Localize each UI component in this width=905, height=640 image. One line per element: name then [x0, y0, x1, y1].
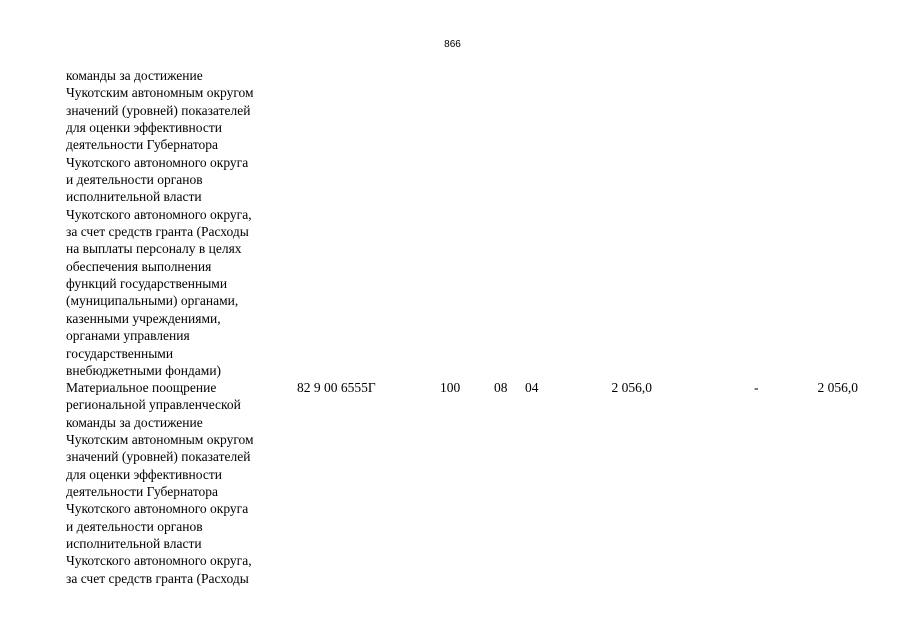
description-line: и деятельности органов	[66, 172, 203, 188]
description-line: функций государственными	[66, 276, 228, 292]
description-line: Чукотским автономным округом	[66, 85, 254, 101]
continued-description	[66, 67, 291, 379]
description-line: деятельности Губернатора	[66, 484, 219, 500]
description-line: команды за достижение	[66, 68, 203, 83]
amount-2-cell: -	[754, 380, 759, 395]
amount-3-cell: 2 056,0	[817, 380, 858, 395]
target-code-cell: 82 9 00 6555Г	[297, 380, 376, 395]
description-line: значений (уровней) показателей	[66, 102, 251, 118]
description-line: за счет средств гранта (Расходы	[66, 570, 249, 586]
description-line: Чукотским автономным округом	[66, 432, 254, 448]
subsection-cell: 04	[525, 380, 539, 395]
description-line: государственными	[66, 345, 174, 361]
page-number: 866	[444, 39, 461, 50]
description-line: внебюджетными фондами)	[66, 362, 222, 378]
description-line: деятельности Губернатора	[66, 137, 219, 153]
description-line: (муниципальными) органами,	[66, 293, 239, 309]
description-line: Чукотского автономного округа	[66, 501, 249, 517]
description-line: на выплаты персоналу в целях	[66, 241, 242, 257]
description-line: команды за достижение	[66, 414, 203, 430]
description-line: Чукотского автономного округа,	[66, 206, 252, 222]
amount-1-cell: 2 056,0	[611, 380, 652, 395]
row-description	[66, 379, 291, 587]
description-line: органами управления	[66, 328, 190, 344]
expense-type-cell: 100	[440, 380, 461, 395]
description-line: значений (уровней) показателей	[66, 449, 251, 465]
description-line: исполнительной власти	[66, 189, 202, 205]
description-line: Чукотского автономного округа,	[66, 553, 252, 569]
description-line: обеспечения выполнения	[66, 258, 212, 274]
description-line: исполнительной власти	[66, 536, 202, 552]
description-line: и деятельности органов	[66, 518, 203, 534]
description-line: Чукотского автономного округа	[66, 154, 249, 170]
description-line: за счет средств гранта (Расходы	[66, 224, 249, 240]
section-cell: 08	[494, 380, 508, 395]
description-line: для оценки эффективности	[66, 120, 222, 136]
description-line: для оценки эффективности	[66, 466, 222, 482]
description-line: региональной управленческой	[66, 397, 241, 413]
description-line: Материальное поощрение	[66, 380, 217, 395]
description-line: казенными учреждениями,	[66, 310, 221, 326]
